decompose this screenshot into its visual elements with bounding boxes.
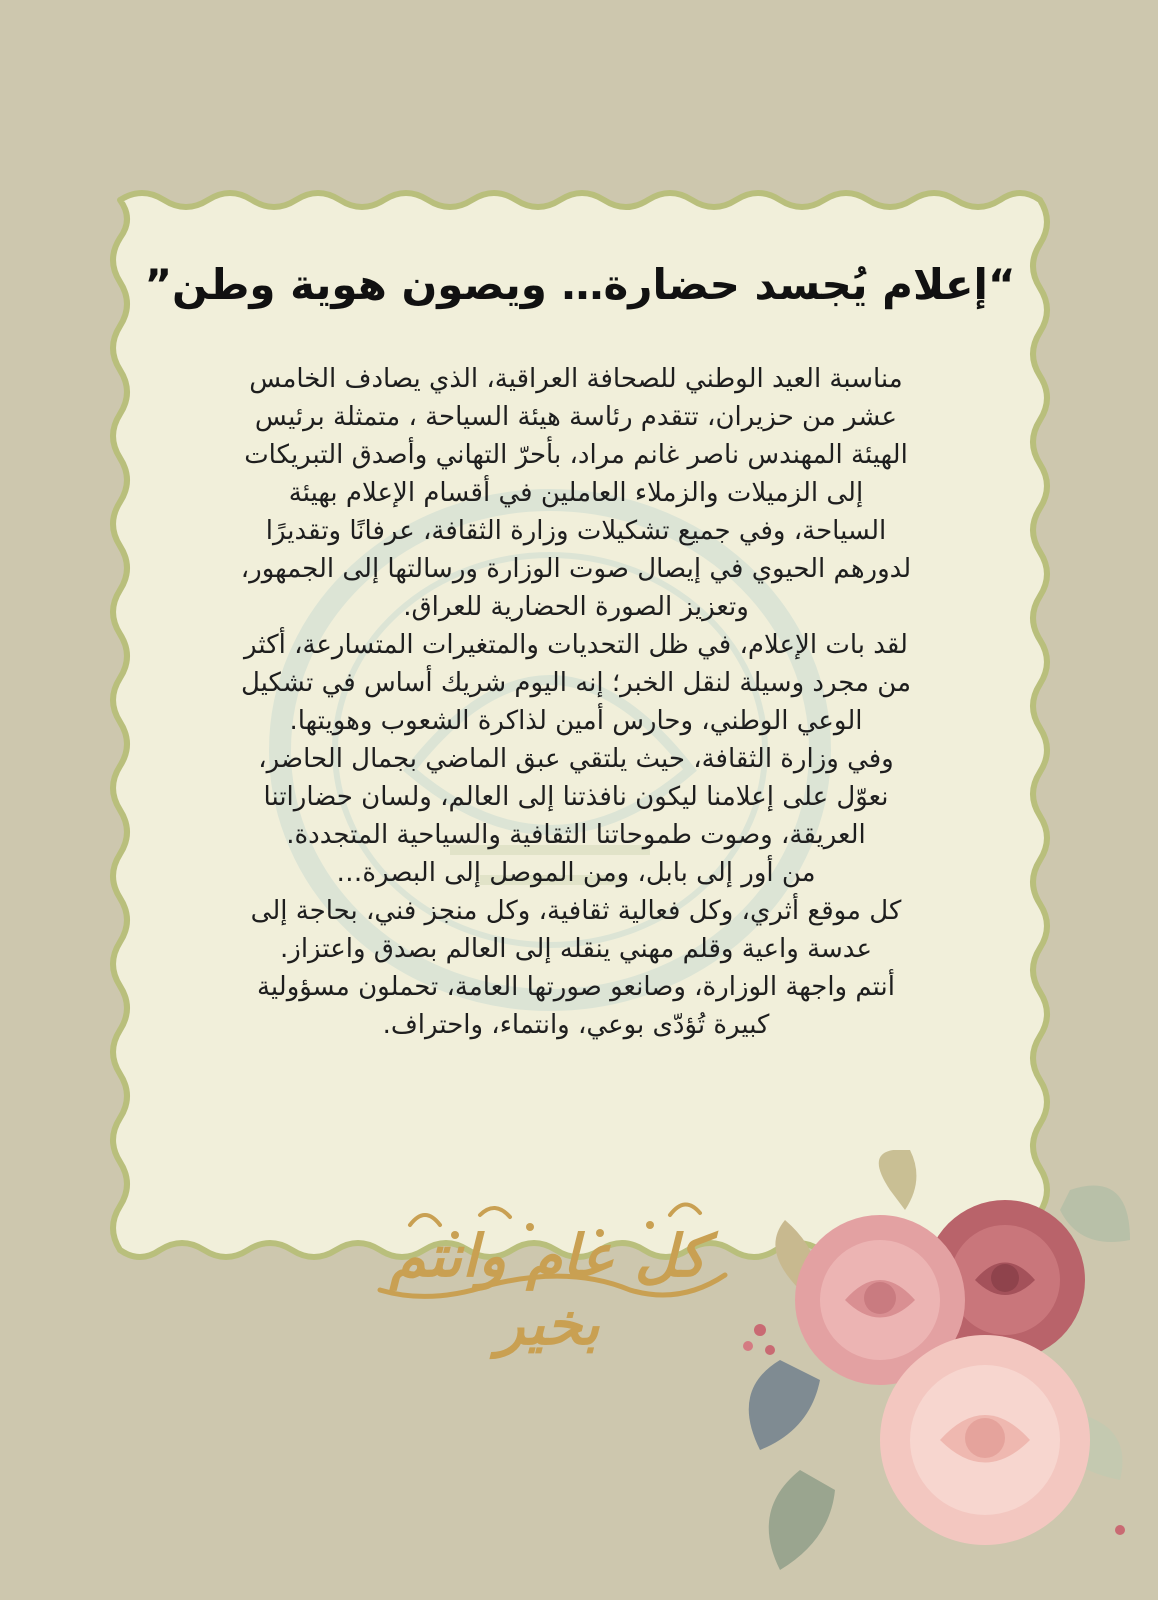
rose-bouquet-icon (740, 1150, 1140, 1600)
message-line: كبيرة تُؤدّى بوعي، وانتماء، واحتراف. (382, 1010, 770, 1040)
message-line: لقد بات الإعلام، في ظل التحديات والمتغيرات المتسارعة، أكثر (244, 630, 908, 660)
message-line: من مجرد وسيلة لنقل الخبر؛ إنه اليوم شريك أساس في تشكيل (240, 668, 912, 698)
message-line: وفي وزارة الثقافة، حيث يلتقي عبق الماضي بجمال الحاضر، (258, 744, 894, 774)
message-line: الهيئة المهندس ناصر غانم مراد، بأحرّ التهاني وأصدق التبريكات (244, 440, 908, 470)
message-card (140, 230, 1020, 1230)
card-title: “إعلام يُجسد حضارة… ويصون هوية وطن” (144, 260, 1016, 309)
message-line: نعوّل على إعلامنا ليكون نافذتنا إلى العالم، ولسان حضاراتنا (263, 782, 889, 812)
message-line: العريقة، وصوت طموحاتنا الثقافية والسياحية المتجددة. (286, 820, 866, 850)
message-line: الوعي الوطني، وحارس أمين لذاكرة الشعوب وهويتها. (289, 706, 863, 736)
message-line: وتعزيز الصورة الحضارية للعراق. (403, 592, 749, 622)
greeting-calligraphy: كل عام وانتم بخير (389, 1222, 707, 1358)
message-line: عشر من حزيران، تتقدم رئاسة هيئة السياحة ، متمثلة برئيس (254, 402, 898, 432)
message-body (160, 360, 992, 1044)
message-line: من أور إلى بابل، ومن الموصل إلى البصرة… (336, 858, 816, 888)
message-line: السياحة، وفي جميع تشكيلات وزارة الثقافة، عرفانًا وتقديرًا (265, 516, 887, 546)
message-line: إلى الزميلات والزملاء العاملين في أقسام الإعلام بهيئة (288, 478, 864, 508)
message-line: مناسبة العيد الوطني للصحافة العراقية، الذي يصادف الخامس (249, 364, 903, 394)
message-line: كل موقع أثري، وكل فعالية ثقافية، وكل منجز فني، بحاجة إلى (250, 896, 902, 926)
message-line: عدسة واعية وقلم مهني ينقله إلى العالم بصدق واعتزاز. (280, 934, 872, 964)
message-line: لدورهم الحيوي في إيصال صوت الوزارة ورسالتها إلى الجمهور، (240, 554, 912, 584)
message-line: أنتم واجهة الوزارة، وصانعو صورتها العامة، تحملون مسؤولية (256, 972, 895, 1002)
